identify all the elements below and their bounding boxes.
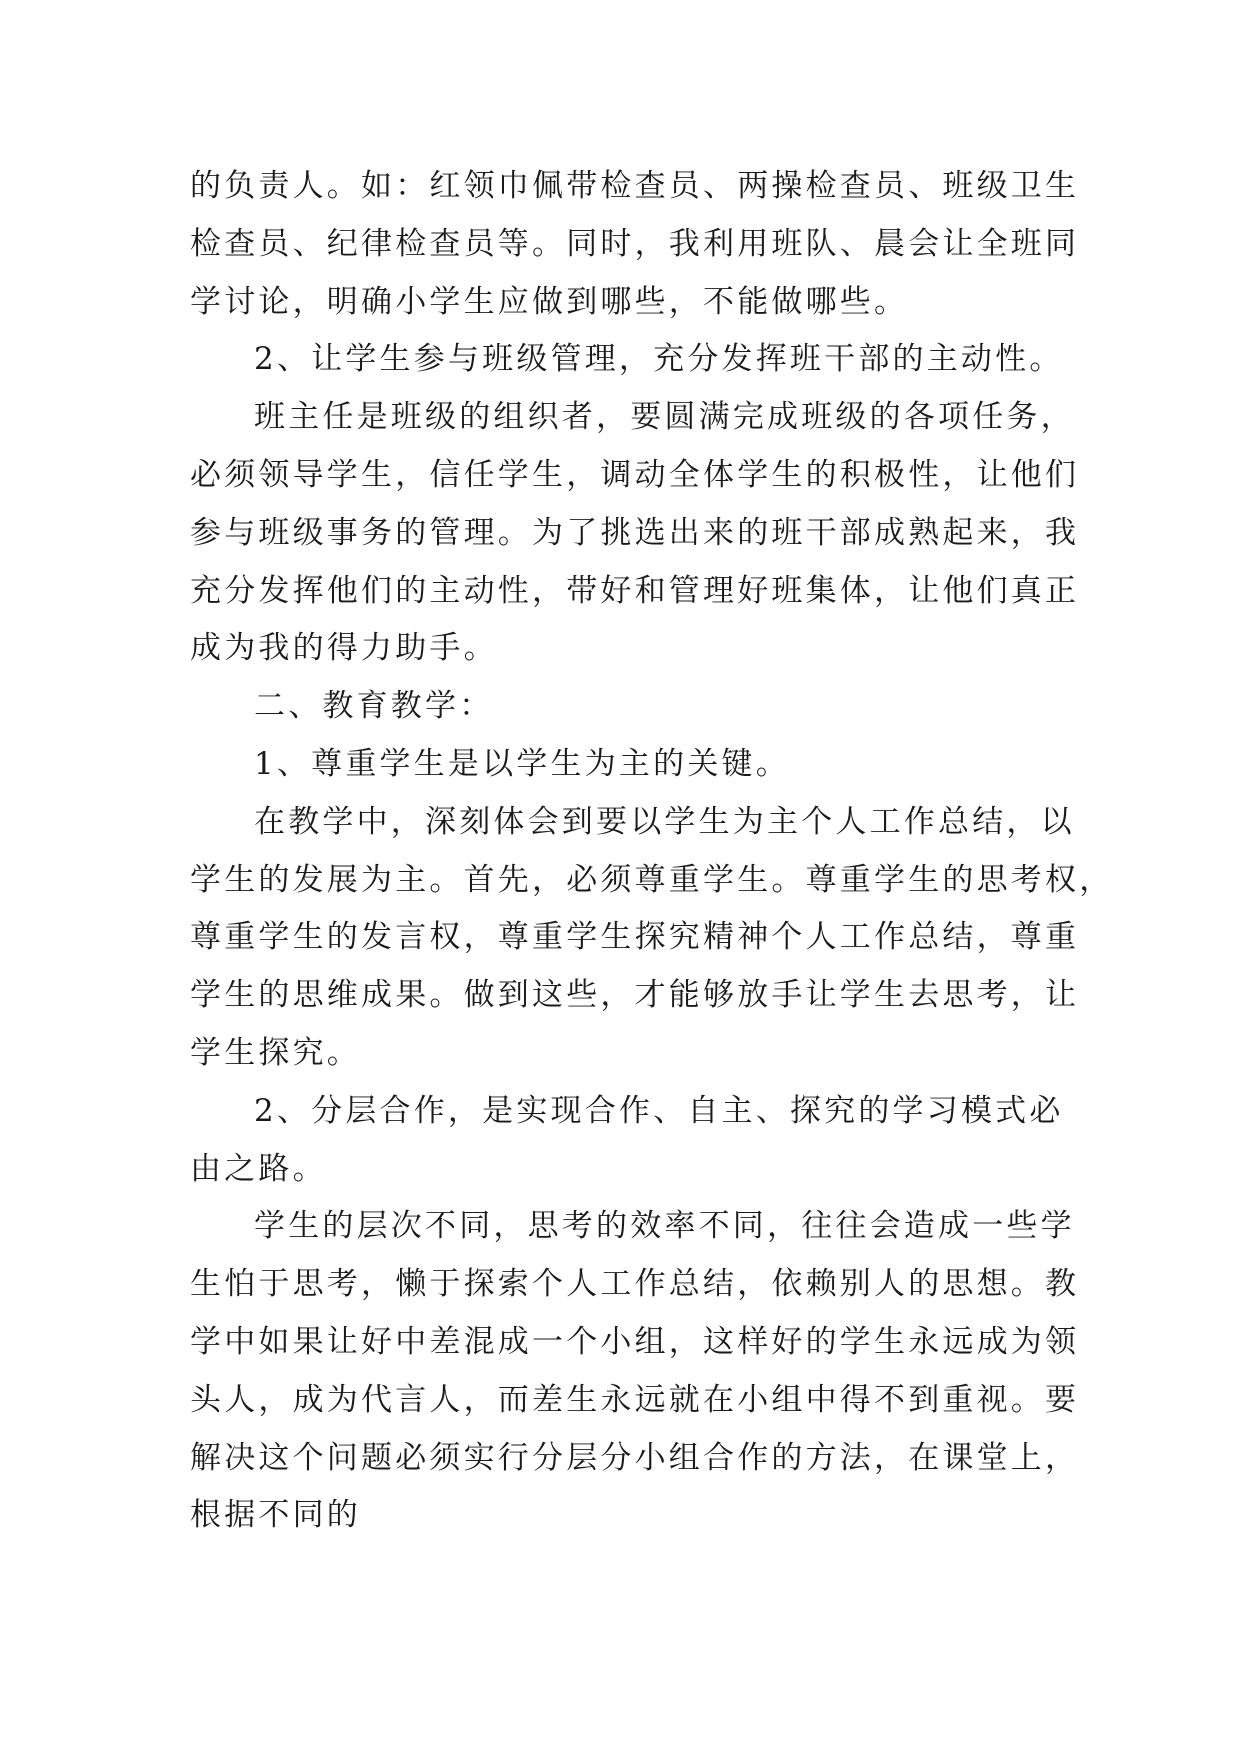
text-line: 头人，成为代言人，而差生永远就在小组中得不到重视。要 <box>190 1381 1080 1418</box>
text-line: 必须领导学生，信任学生，调动全体学生的积极性，让他们 <box>190 456 1080 493</box>
text-line: 2、让学生参与班级管理，充分发挥班干部的主动性。 <box>254 341 1064 378</box>
text-line: 生怕于思考，懒于探索个人工作总结，依赖别人的思想。教 <box>190 1266 1080 1303</box>
text-line: 1、尊重学生是以学生为主的关键。 <box>254 745 790 782</box>
text-line: 根据不同的 <box>190 1497 361 1534</box>
text-line: 学中如果让好中差混成一个小组，这样好的学生永远成为领 <box>190 1323 1080 1360</box>
text-line: 学生的思维成果。做到这些，才能够放手让学生去思考，让 <box>190 977 1080 1014</box>
text-line: 班主任是班级的组织者，要圆满完成班级的各项任务， <box>254 399 1075 436</box>
text-line: 2、分层合作，是实现合作、自主、探究的学习模式必 <box>254 1092 1064 1129</box>
text-line: 成为我的得力助手。 <box>190 630 498 667</box>
text-line: 学生探究。 <box>190 1034 361 1071</box>
text-line: 尊重学生的发言权，尊重学生探究精神个人工作总结，尊重 <box>190 919 1080 956</box>
text-line: 检查员、纪律检查员等。同时，我利用班队、晨会让全班同 <box>190 225 1080 262</box>
text-line: 的负责人。如：红领巾佩带检查员、两操检查员、班级卫生 <box>190 168 1080 204</box>
text-line: 在教学中，深刻体会到要以学生为主个人工作总结，以 <box>254 803 1075 840</box>
text-line: 学讨论，明确小学生应做到哪些，不能做哪些。 <box>190 283 909 320</box>
text-line: 参与班级事务的管理。为了挑选出来的班干部成熟起来，我 <box>190 514 1080 551</box>
text-line: 学生的发展为主。首先，必须尊重学生。尊重学生的思考权， <box>190 861 1114 898</box>
document-body <box>190 158 1114 1545</box>
text-line: 解决这个问题必须实行分层分小组合作的方法，在课堂上， <box>190 1439 1080 1476</box>
text-line: 学生的层次不同，思考的效率不同，往往会造成一些学 <box>254 1208 1075 1245</box>
text-line: 由之路。 <box>190 1150 327 1187</box>
text-line: 充分发挥他们的主动性，带好和管理好班集体，让他们真正 <box>190 572 1080 609</box>
text-line: 二、教育教学： <box>254 688 494 725</box>
